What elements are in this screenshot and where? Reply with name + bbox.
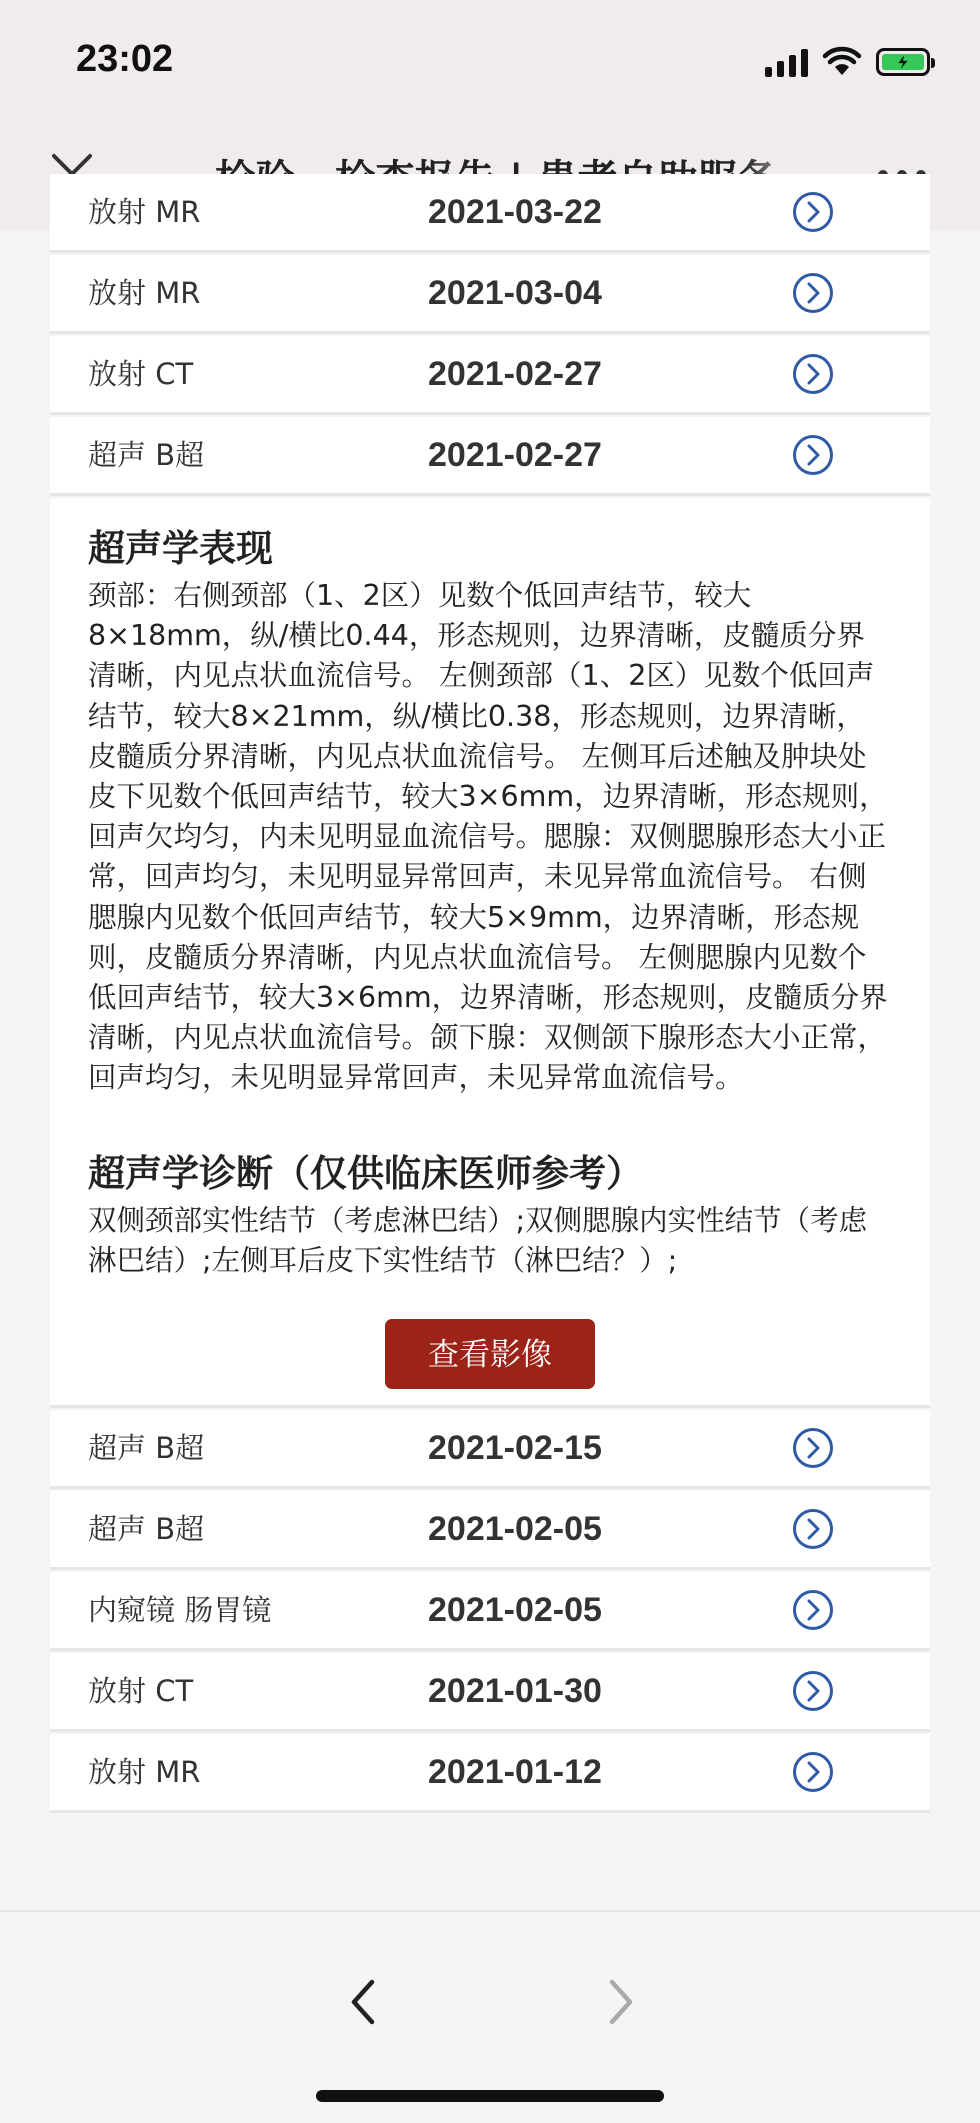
report-date: 2021-02-15 xyxy=(428,1429,602,1468)
wifi-icon xyxy=(822,47,862,77)
report-row[interactable] xyxy=(50,1491,930,1570)
chevron-right-circle-icon[interactable] xyxy=(792,353,834,395)
forward-button[interactable] xyxy=(598,1974,644,2030)
report-date: 2021-02-05 xyxy=(428,1510,602,1549)
chevron-right-circle-icon[interactable] xyxy=(792,1427,834,1469)
chevron-right-circle-icon[interactable] xyxy=(792,191,834,233)
report-row-expanded[interactable] xyxy=(50,417,930,496)
report-row[interactable] xyxy=(50,1410,930,1489)
battery-charging-icon xyxy=(876,48,930,76)
report-row[interactable] xyxy=(50,336,930,415)
report-date: 2021-02-27 xyxy=(428,436,602,474)
report-row[interactable] xyxy=(50,1734,930,1813)
status-bar xyxy=(0,0,980,120)
report-type: 放射 CT xyxy=(88,357,194,391)
report-type: 超声 B超 xyxy=(88,438,205,472)
report-type: 超声 B超 xyxy=(88,1512,205,1547)
view-images-button[interactable]: 查看影像 xyxy=(385,1319,595,1389)
chevron-right-icon xyxy=(598,1974,644,2030)
bottom-toolbar xyxy=(0,1910,980,2123)
report-row[interactable] xyxy=(50,174,930,253)
chevron-right-circle-icon[interactable] xyxy=(792,434,834,476)
report-list xyxy=(50,174,930,1815)
report-row[interactable] xyxy=(50,1572,930,1651)
status-time: 23:02 xyxy=(76,38,174,80)
home-indicator xyxy=(316,2090,664,2102)
report-date: 2021-02-27 xyxy=(428,355,602,393)
report-date: 2021-03-04 xyxy=(428,274,602,312)
report-type: 内窥镜 肠胃镜 xyxy=(88,1593,272,1628)
report-row[interactable] xyxy=(50,1653,930,1732)
chevron-right-circle-icon[interactable] xyxy=(792,272,834,314)
report-type: 放射 CT xyxy=(88,1674,194,1709)
report-row[interactable] xyxy=(50,255,930,334)
chevron-right-circle-icon[interactable] xyxy=(792,1589,834,1631)
report-date: 2021-02-05 xyxy=(428,1591,602,1630)
report-date: 2021-01-12 xyxy=(428,1753,602,1792)
diagnosis-heading: 超声学诊断（仅供临床医师参考） xyxy=(88,1151,643,1195)
findings-heading: 超声学表现 xyxy=(88,527,273,570)
cellular-signal-icon xyxy=(765,47,808,77)
report-type: 放射 MR xyxy=(88,195,201,229)
report-date: 2021-01-30 xyxy=(428,1672,602,1711)
chevron-left-icon xyxy=(340,1974,386,2030)
findings-text: 颈部：右侧颈部（1、2区）见数个低回声结节，较大8×18mm，纵/横比0.44，形态规则，边界清晰，皮髓质分界清晰，内见点状血流信号。 左侧颈部（1、2区）见数个低回声结节，较大8×21mm，纵/横比0.38，形态规则，边界清晰，皮髓质分界清晰，内见点状血流信号。 左侧耳后述触及肿块处皮下见数个低回声结节，较大3×6mm，边界清晰，形态规则，回声欠均匀，内未见明显血流信号。腮腺：双侧腮腺形态大小正常，回声均匀，未见明显异常回声，未见异常血流信号。 右侧腮腺内见数个低回声结节，较大5×9mm，边界清晰，形态规则，皮髓质分界清晰，内见点状血流信号。 左侧腮腺内见数个低回声结节，较大3×6mm，边界清晰，形态规则，皮髓质分界清晰，内见点状血流信号。颌下腺：双侧颌下腺形态大小正常，回声均匀，未见明显异常回声，未见异常血流信号。 xyxy=(88,579,888,1095)
status-icons xyxy=(765,42,930,82)
report-detail-panel xyxy=(50,498,930,1408)
report-type: 超声 B超 xyxy=(88,1431,205,1466)
diagnosis-text: 双侧颈部实性结节（考虑淋巴结）;双侧腮腺内实性结节（考虑淋巴结）;左侧耳后皮下实性结节（淋巴结？）; xyxy=(88,1203,868,1277)
report-type: 放射 MR xyxy=(88,276,201,310)
report-list-container[interactable] xyxy=(50,193,930,1910)
chevron-right-circle-icon[interactable] xyxy=(792,1508,834,1550)
back-button[interactable] xyxy=(340,1974,386,2030)
report-type: 放射 MR xyxy=(88,1755,201,1790)
chevron-right-circle-icon[interactable] xyxy=(792,1670,834,1712)
chevron-right-circle-icon[interactable] xyxy=(792,1751,834,1793)
report-date: 2021-03-22 xyxy=(428,193,602,231)
